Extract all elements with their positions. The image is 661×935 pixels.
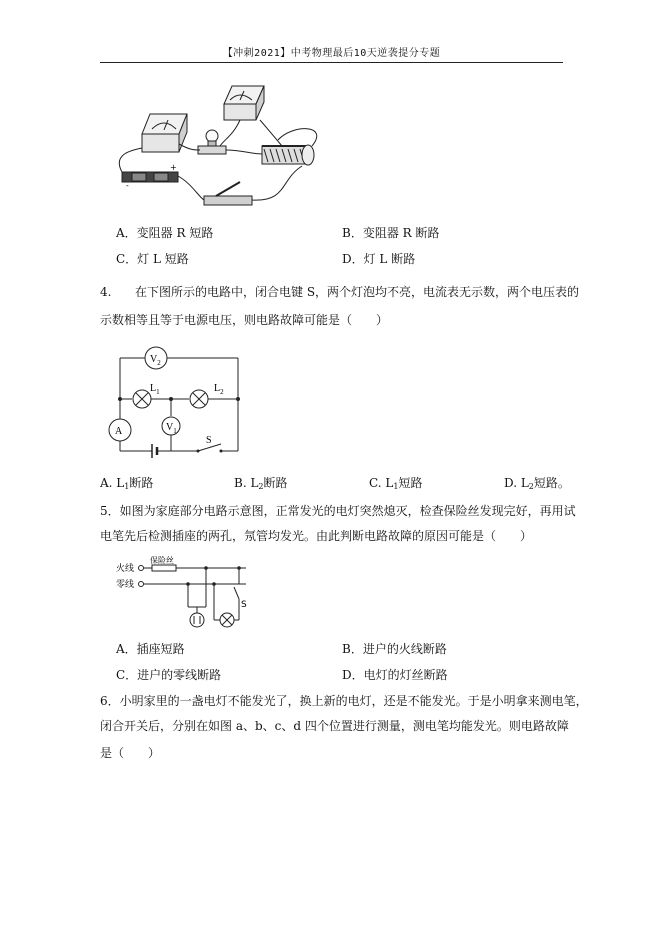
switch-s-label: S	[241, 600, 247, 610]
neutral-wire-label: 零线	[116, 580, 135, 590]
q5-line1: 5．如图为家庭部分电路示意图，正常发光的电灯突然熄灭，检查保险丝发现完好，再用试	[100, 504, 576, 518]
q3-option-d: D．灯 L 断路	[342, 252, 416, 266]
live-wire-label: 火线	[116, 564, 135, 574]
battery-minus-label: -	[126, 181, 129, 190]
page-header: 【冲刺2021】中考物理最后10天逆袭提分专题	[222, 48, 441, 59]
q5-option-a: A．插座短路	[116, 642, 185, 656]
q5-option-d: D．电灯的灯丝断路	[342, 668, 448, 682]
q4-line2: 示数相等且等于电源电压，则电路故障可能是（ ）	[100, 313, 389, 327]
switch-s-label: S	[206, 435, 212, 446]
q5-household-circuit-diagram	[114, 555, 259, 630]
q4-line1: 在下图所示的电路中，闭合电键 S，两个灯泡均不亮，电流表无示数，两个电压表的	[135, 285, 580, 299]
q3-option-a: A．变阻器 R 短路	[116, 226, 214, 240]
l1-label: $L_1$	[150, 383, 160, 396]
q4-option-c: C. $L_1$短路	[369, 476, 423, 491]
q6-line3: 是（ ）	[100, 746, 161, 760]
battery-plus-label: +	[170, 163, 177, 172]
q6-line2: 闭合开关后，分别在如图 a、b、c、d 四个位置进行测量，测电笔均能发光。则电路故障	[100, 719, 569, 733]
q5-option-c: C．进户的零线断路	[116, 668, 222, 682]
l2-label: $L_2$	[214, 383, 224, 396]
v1-label: $V_1$	[166, 422, 177, 435]
q4-number: 4.	[100, 285, 112, 299]
q4-option-d: D. $L_2$短路。	[504, 476, 570, 491]
q5-option-b: B．进户的火线断路	[342, 642, 447, 656]
q4-circuit-diagram	[100, 340, 265, 465]
q3-apparatus-figure	[112, 84, 334, 214]
q4-option-a: A. $L_1$断路	[100, 476, 154, 491]
q4-option-b: B. $L_2$断路	[234, 476, 288, 491]
fuse-label: 保险丝	[150, 556, 174, 565]
q3-option-c: C．灯 L 短路	[116, 252, 189, 266]
v2-label: $V_2$	[150, 354, 161, 367]
q3-option-b: B．变阻器 R 断路	[342, 226, 440, 240]
q5-line2: 电笔先后检测插座的两孔，氖管均发光。由此判断电路故障的原因可能是（ ）	[100, 529, 533, 543]
header-rule	[100, 62, 563, 63]
ammeter-label: A	[115, 426, 123, 437]
q6-line1: 6．小明家里的一盏电灯不能发光了，换上新的电灯，还是不能发光。于是小明拿来测电笔，	[100, 694, 588, 708]
